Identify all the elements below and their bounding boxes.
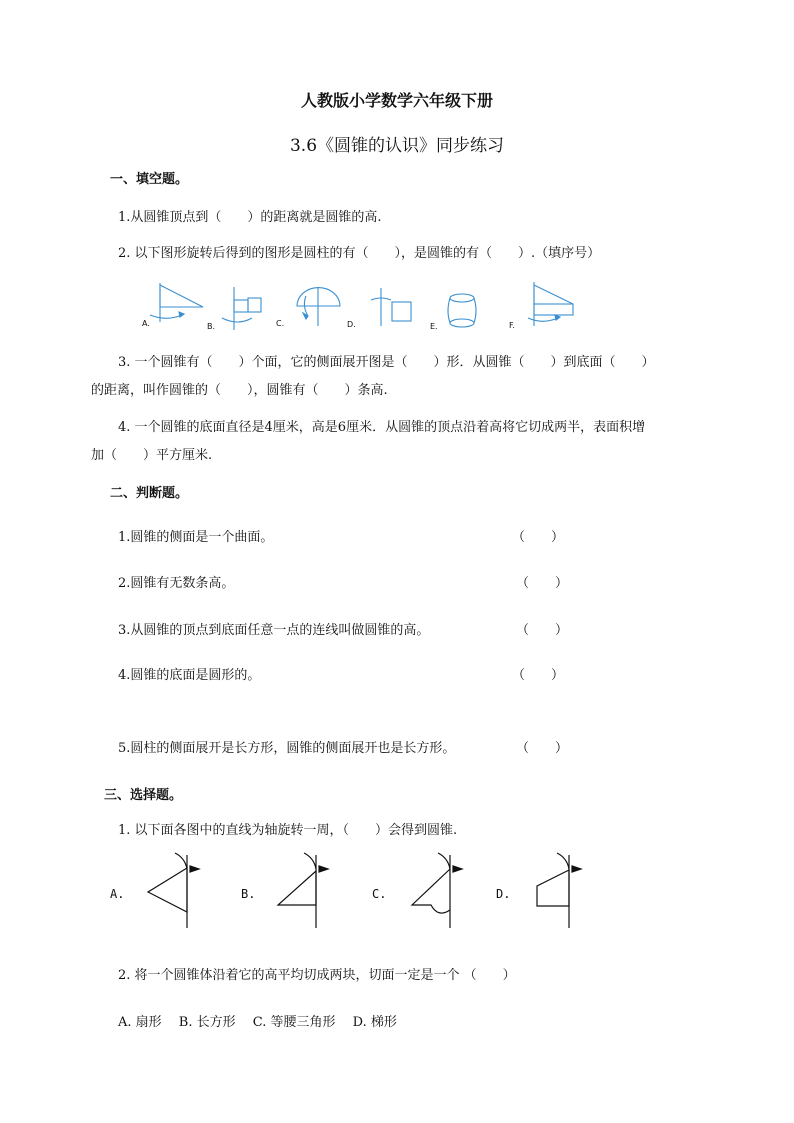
judge-answer-blank-3[interactable]: （ ） [516,623,569,638]
judge-item-1: 1.圆锥的侧面是一个曲面。 [118,530,274,545]
s1-question-2: 2. 以下图形旋转后得到的图形是圆柱的有（ ），是圆锥的有（ ）.（填序号） [118,246,601,261]
choice-label-b[interactable]: B. [241,887,256,901]
s1-question-3-line2: 的距离，叫作圆锥的（ ），圆锥有（ ）条高. [91,383,388,398]
judge-answer-blank-4[interactable]: （ ） [512,668,565,683]
section-2-heading: 二、判断题。 [110,486,189,501]
judge-item-2: 2.圆锥有无数条高。 [118,576,235,591]
choice-figure-c [412,853,462,928]
judge-answer-blank-2[interactable]: （ ） [516,576,569,591]
page-title: 人教版小学数学六年级下册 [300,91,493,110]
s3-question-2: 2. 将一个圆锥体沿着它的高平均切成两块，切面一定是一个 （ ） [118,968,516,983]
figure-label-c: C. [276,319,285,328]
figure-label-e: E. [430,322,438,331]
judge-item-4: 4.圆锥的底面是圆形的。 [118,668,261,683]
judge-answer-blank-5[interactable]: （ ） [516,741,569,756]
s1-question-4-line2: 加（ ）平方厘米. [91,448,213,463]
choice-figure-d [537,853,581,928]
figure-label-d: D. [347,320,356,329]
judge-item-5: 5.圆柱的侧面展开是长方形，圆锥的侧面展开也是长方形。 [118,741,456,756]
figure-label-f: F. [509,321,515,330]
figure-label-a: A. [142,319,150,328]
choice-label-c[interactable]: C. [372,887,387,901]
s3-question-1: 1. 以下面各图中的直线为轴旋转一周，（ ）会得到圆锥. [118,823,458,838]
choice-figure-b [278,853,328,928]
figure-label-b: B. [207,322,216,331]
section-1-heading: 一、填空题。 [110,172,189,187]
choice-label-d[interactable]: D. [496,887,511,901]
judge-item-3: 3.从圆锥的顶点到底面任意一点的连线叫做圆锥的高。 [118,623,430,638]
s3-question-2-options[interactable]: A. 扇形 B. 长方形 C. 等腰三角形 D. 梯形 [118,1015,397,1030]
page-subtitle: 3.6《圆锥的认识》同步练习 [289,136,505,156]
judge-answer-blank-1[interactable]: （ ） [512,530,565,545]
s1-question-4-line1: 4. 一个圆锥的底面直径是4厘米，高是6厘米．从圆锥的顶点沿着高将它切成两半，表面积增 [118,420,646,435]
choice-label-a[interactable]: A. [110,887,125,901]
choice-figure-a [148,853,199,928]
s1-question-1: 1.从圆锥顶点到（ ）的距离就是圆锥的高. [118,210,382,225]
s1-question-3-line1: 3. 一个圆锥有（ ）个面，它的侧面展开图是（ ）形．从圆锥（ ）到底面（ ） [118,355,655,370]
section-3-heading: 三、选择题。 [104,788,183,803]
